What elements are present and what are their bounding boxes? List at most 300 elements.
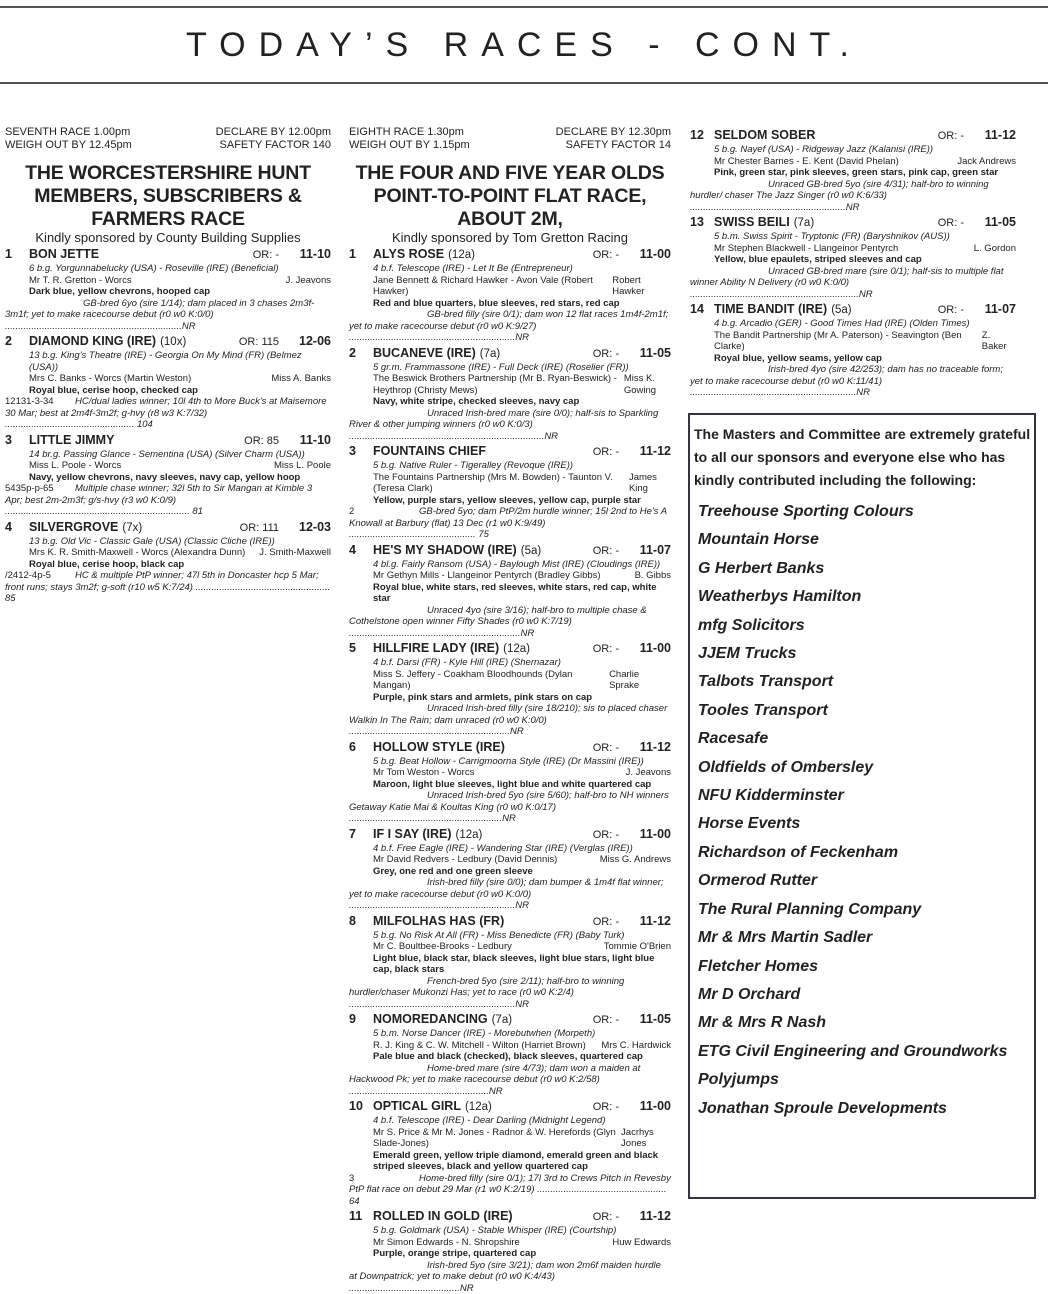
runner-entry xyxy=(349,827,671,912)
allowance-note: (7x) xyxy=(122,521,142,536)
rider: Miss A. Banks xyxy=(271,373,331,385)
race-time: SEVENTH RACE 1.00pm xyxy=(5,126,130,139)
runner-entry xyxy=(349,1099,671,1207)
weight-carried: 11-05 xyxy=(627,1012,671,1027)
runner-number: 4 xyxy=(349,543,373,558)
form-figures: 12131-3-34 xyxy=(5,396,75,408)
pedigree: 5 b.g. Native Ruler - Tigeralley (Revoque (IRE)) xyxy=(349,460,671,472)
sponsor-name: G Herbert Banks xyxy=(694,555,1034,583)
allowance-note: (7a) xyxy=(480,347,500,362)
rider: Miss K. Gowing xyxy=(624,373,671,396)
owner-rider xyxy=(5,460,331,472)
race-title: THE FOUR AND FIVE YEAR OLDS POINT-TO-POINT FLAT RACE, ABOUT 2M, xyxy=(349,162,671,231)
runner-headline xyxy=(5,247,331,263)
sponsors-thanks-box xyxy=(688,413,1036,1199)
rider: Huw Edwards xyxy=(612,1237,671,1249)
racing-colours: Royal blue, yellow seams, yellow cap xyxy=(690,353,1016,365)
comment-text: Unraced 4yo (sire 3/16); half-bro to multiple chase & Cothelstone open winner Fifty Shades (r0 w0 K:7/19) .................................................................NR xyxy=(349,605,647,639)
comment-text: Unraced Irish-bred 5yo (sire 5/60); half-bro to NH winners Getaway Katie Mai & Koultas King (r0 w0 K:0/17) ..........................................................NR xyxy=(349,790,669,824)
rider: Robert Hawker xyxy=(612,275,671,298)
pedigree: 5 b.g. Beat Hollow - Carrigmoorna Style (IRE) (Dr Massini (IRE)) xyxy=(349,756,671,768)
horse-name: TIME BANDIT (IRE) xyxy=(714,302,827,317)
owner: Mr Gethyn Mills - Llangeinor Pentyrch (Bradley Gibbs) xyxy=(373,570,601,582)
form-comment xyxy=(349,703,671,738)
sponsor-name: mfg Solicitors xyxy=(694,612,1034,640)
runner-headline xyxy=(349,1209,671,1225)
rider: Tommie O'Brien xyxy=(604,941,671,953)
horse-name: SWISS BEILI xyxy=(714,215,790,230)
race-header-2 xyxy=(349,139,671,152)
owner-rider xyxy=(349,1040,671,1052)
owner: Mr Stephen Blackwell - Llangeinor Pentyrch xyxy=(714,243,898,255)
owner: Mrs K. R. Smith-Maxwell - Worcs (Alexandra Dunn) xyxy=(29,547,245,559)
owner: Jane Bennett & Richard Hawker - Avon Vale (Robert Hawker) xyxy=(373,275,612,298)
rider: James King xyxy=(629,472,671,495)
horse-name: IF I SAY (IRE) xyxy=(373,827,452,842)
sponsor-name: Racesafe xyxy=(694,725,1034,753)
runner-number: 6 xyxy=(349,740,373,755)
comment-text: Irish-bred 5yo (sire 3/21); dam won 2m6f maiden hurdle at Downpatrick; yet to make debut (r0 w0 K:4/43) ..........................................NR xyxy=(349,1260,661,1294)
official-rating: OR: - xyxy=(938,303,964,318)
sponsor-name: Mr & Mrs R Nash xyxy=(694,1009,1034,1037)
runner-headline xyxy=(349,914,671,930)
weight-carried: 11-00 xyxy=(627,1099,671,1114)
owner-rider xyxy=(349,854,671,866)
sponsor-name: Ormerod Rutter xyxy=(694,867,1034,895)
runner-number: 1 xyxy=(5,247,29,262)
runner-number: 3 xyxy=(5,433,29,448)
comment-text: Home-bred filly (sire 0/1); 17l 3rd to Crews Pitch in Revesby PtP flat race on debut 29 Mar (r1 w0 K:2/19) ................................................. 64 xyxy=(349,1173,671,1207)
weight-carried: 12-06 xyxy=(287,334,331,349)
runner-number: 14 xyxy=(690,302,714,317)
runner-headline xyxy=(349,346,671,362)
racing-colours: Navy, white stripe, checked sleeves, navy cap xyxy=(349,396,671,408)
owner: Mr Chester Barnes - E. Kent (David Phelan) xyxy=(714,156,899,168)
official-rating: OR: - xyxy=(253,248,279,263)
runner-list xyxy=(5,247,331,605)
allowance-note: (5a) xyxy=(521,544,541,559)
comment-text: Multiple chase winner; 32l 5th to Sir Mangan at Kimble 3 Apr; best 2m-2m3f; g/s-hvy (r3 w0 K:0/9) ...................................................................... 81 xyxy=(5,483,312,517)
sponsor-name: Treehouse Sporting Colours xyxy=(694,498,1034,526)
title-rule xyxy=(0,82,1048,84)
sponsor-name: Polyjumps xyxy=(694,1066,1034,1094)
horse-name: SELDOM SOBER xyxy=(714,128,815,143)
form-comment xyxy=(690,179,1016,214)
form-comment xyxy=(690,364,1016,399)
owner-rider xyxy=(349,767,671,779)
horse-name: NOMOREDANCING xyxy=(373,1012,488,1027)
runner-number: 9 xyxy=(349,1012,373,1027)
owner-rider xyxy=(5,547,331,559)
official-rating: OR: - xyxy=(593,642,619,657)
racing-colours: Grey, one red and one green sleeve xyxy=(349,866,671,878)
race-8-continued-column xyxy=(690,126,1016,399)
owner: The Beswick Brothers Partnership (Mr B. Ryan-Beswick) - Heythrop (Christy Mews) xyxy=(373,373,624,396)
horse-name: HILLFIRE LADY (IRE) xyxy=(373,641,499,656)
runner-headline xyxy=(349,740,671,756)
runner-entry xyxy=(349,1012,671,1097)
pedigree: 5 b.g. Goldmark (USA) - Stable Whisper (IRE) (Courtship) xyxy=(349,1225,671,1237)
comment-text: HC/dual ladies winner; 10l 4th to More Buck's at Maisemore 30 Mar; best at 2m4f-3m2f; g-hvy (r8 w3 K:7/32) ................................................. 104 xyxy=(5,396,327,430)
sponsor-name: Weatherbys Hamilton xyxy=(694,583,1034,611)
race-8-column xyxy=(349,126,671,1294)
form-comment xyxy=(5,396,331,431)
race-sponsor: Kindly sponsored by Tom Gretton Racing xyxy=(349,231,671,245)
sponsor-name: Jonathan Sproule Developments xyxy=(694,1095,1034,1123)
pedigree: 4 b.f. Telescope (IRE) - Let It Be (Entrepreneur) xyxy=(349,263,671,275)
horse-name: FOUNTAINS CHIEF xyxy=(373,444,486,459)
horse-name: MILFOLHAS HAS (FR) xyxy=(373,914,504,929)
form-comment xyxy=(349,790,671,825)
runner-headline xyxy=(5,520,331,536)
runner-entry xyxy=(5,433,331,518)
sponsor-name: Horse Events xyxy=(694,810,1034,838)
runner-headline xyxy=(349,543,671,559)
sponsor-name: Talbots Transport xyxy=(694,668,1034,696)
form-comment xyxy=(349,506,671,541)
form-figures: 5435p-p-65 xyxy=(5,483,75,495)
owner-rider xyxy=(349,1127,671,1150)
form-comment xyxy=(349,1173,671,1208)
runner-headline xyxy=(349,641,671,657)
allowance-note: (12a) xyxy=(465,1100,492,1115)
racing-colours: Dark blue, yellow chevrons, hooped cap xyxy=(5,286,331,298)
owner-rider xyxy=(349,941,671,953)
pedigree: 4 bl.g. Fairly Ransom (USA) - Baylough Mist (IRE) (Cloudings (IRE)) xyxy=(349,559,671,571)
allowance-note: (7a) xyxy=(794,216,814,231)
runner-entry xyxy=(690,215,1016,300)
sponsor-name: Richardson of Feckenham xyxy=(694,839,1034,867)
racing-colours: Pink, green star, pink sleeves, green stars, pink cap, green star xyxy=(690,167,1016,179)
pedigree: 5 gr.m. Frammassone (IRE) - Full Deck (IRE) (Roselier (FR)) xyxy=(349,362,671,374)
owner: The Bandit Partnership (Mr A. Paterson) - Seavington (Ben Clarke) xyxy=(714,330,982,353)
race-header-2 xyxy=(5,139,331,152)
racing-colours: Pale blue and black (checked), black sleeves, quartered cap xyxy=(349,1051,671,1063)
runner-list xyxy=(349,247,671,1294)
owner-rider xyxy=(690,243,1016,255)
weight-carried: 11-12 xyxy=(627,740,671,755)
runner-entry xyxy=(5,247,331,332)
rider: Jack Andrews xyxy=(957,156,1016,168)
weigh-out-time: WEIGH OUT BY 1.15pm xyxy=(349,139,470,152)
form-comment xyxy=(5,298,331,333)
pedigree: 5 b.m. Swiss Spirit - Tryptonic (FR) (Baryshnikov (AUS)) xyxy=(690,231,1016,243)
runner-headline xyxy=(5,334,331,350)
sponsor-name: Tooles Transport xyxy=(694,697,1034,725)
allowance-note: (7a) xyxy=(492,1013,512,1028)
weight-carried: 11-00 xyxy=(627,641,671,656)
weight-carried: 11-00 xyxy=(627,827,671,842)
owner-rider xyxy=(349,275,671,298)
rider: Miss G. Andrews xyxy=(600,854,671,866)
owner: Mr David Redvers - Ledbury (David Dennis) xyxy=(373,854,557,866)
top-rule xyxy=(0,6,1048,8)
owner-rider xyxy=(349,1237,671,1249)
form-figures: 2 xyxy=(349,506,419,518)
race-title: THE WORCESTERSHIRE HUNT MEMBERS, SUBSCRIBERS & FARMERS RACE xyxy=(5,162,331,231)
allowance-note: (10x) xyxy=(160,335,186,350)
form-figures: 3 xyxy=(349,1173,419,1185)
owner-rider xyxy=(5,373,331,385)
official-rating: OR: - xyxy=(593,248,619,263)
owner-rider xyxy=(349,472,671,495)
pedigree: 4 b.f. Telescope (IRE) - Dear Darling (Midnight Legend) xyxy=(349,1115,671,1127)
official-rating: OR: - xyxy=(593,915,619,930)
horse-name: DIAMOND KING (IRE) xyxy=(29,334,156,349)
owner: Mrs C. Banks - Worcs (Martin Weston) xyxy=(29,373,191,385)
runner-number: 8 xyxy=(349,914,373,929)
horse-name: BUCANEVE (IRE) xyxy=(373,346,476,361)
runner-entry xyxy=(349,247,671,344)
official-rating: OR: - xyxy=(593,544,619,559)
runner-number: 5 xyxy=(349,641,373,656)
allowance-note: (12a) xyxy=(503,642,530,657)
runner-headline xyxy=(5,433,331,449)
official-rating: OR: - xyxy=(593,828,619,843)
page-title: TODAY’S RACES - CONT. xyxy=(0,26,1048,65)
owner-rider xyxy=(690,330,1016,353)
racing-colours: Navy, yellow chevrons, navy sleeves, navy cap, yellow hoop xyxy=(5,472,331,484)
race-header xyxy=(349,126,671,139)
rider: Jacrhys Jones xyxy=(621,1127,671,1150)
horse-name: ROLLED IN GOLD (IRE) xyxy=(373,1209,513,1224)
runner-entry xyxy=(349,914,671,1011)
runner-headline xyxy=(690,215,1016,231)
thanks-intro: The Masters and Committee are extremely grateful to all our sponsors and everyone else who has kindly contributed including the following: xyxy=(694,423,1034,492)
racing-colours: Yellow, blue epaulets, striped sleeves and cap xyxy=(690,254,1016,266)
comment-text: Home-bred mare (sire 4/73); dam won a maiden at Hackwood Pk; yet to make racecourse debut (r0 w0 K:2/58) .....................................................NR xyxy=(349,1063,640,1097)
rider: Mrs C. Hardwick xyxy=(601,1040,671,1052)
racing-colours: Royal blue, cerise hoop, black cap xyxy=(5,559,331,571)
comment-text: Unraced GB-bred 5yo (sire 4/31); half-bro to winning hurdler/ chaser The Jazz Singer (r0 w0 K:6/33) ...........................................................NR xyxy=(690,179,989,213)
owner-rider xyxy=(349,570,671,582)
runner-entry xyxy=(349,543,671,640)
owner: Mr C. Boultbee-Brooks - Ledbury xyxy=(373,941,512,953)
runner-number: 12 xyxy=(690,128,714,143)
declare-time: DECLARE BY 12.30pm xyxy=(556,126,671,139)
runner-number: 13 xyxy=(690,215,714,230)
comment-text: French-bred 5yo (sire 2/11); half-bro to winning hurdler/chaser Mukonzi Has; yet to race (r0 w0 K:2/4) ...............................................................NR xyxy=(349,976,624,1010)
official-rating: OR: - xyxy=(938,129,964,144)
rider: Z. Baker xyxy=(982,330,1016,353)
racing-colours: Maroon, light blue sleeves, light blue and white quartered cap xyxy=(349,779,671,791)
owner-rider xyxy=(5,275,331,287)
official-rating: OR: 115 xyxy=(239,335,279,350)
racing-colours: Royal blue, cerise hoop, checked cap xyxy=(5,385,331,397)
runner-number: 3 xyxy=(349,444,373,459)
weight-carried: 11-12 xyxy=(627,444,671,459)
allowance-note: (5a) xyxy=(831,303,851,318)
runner-number: 2 xyxy=(349,346,373,361)
comment-text: Irish-bred filly (sire 0/0); dam bumper & 1m4f flat winner; yet to make racecourse debut (r0 w0 K:0/0) ...............................................................NR xyxy=(349,877,664,911)
runner-headline xyxy=(349,1099,671,1115)
runner-entry xyxy=(5,520,331,605)
sponsor-name: Mr & Mrs Martin Sadler xyxy=(694,924,1034,952)
weight-carried: 11-00 xyxy=(627,247,671,262)
weight-carried: 12-03 xyxy=(287,520,331,535)
rider: Charlie Sprake xyxy=(609,669,671,692)
rider: Miss L. Poole xyxy=(274,460,331,472)
weight-carried: 11-07 xyxy=(972,302,1016,317)
runner-entry xyxy=(5,334,331,431)
official-rating: OR: - xyxy=(593,741,619,756)
sponsor-name: JJEM Trucks xyxy=(694,640,1034,668)
runner-entry xyxy=(690,302,1016,399)
owner: R. J. King & C. W. Mitchell - Wilton (Harriet Brown) xyxy=(373,1040,586,1052)
owner-rider xyxy=(349,373,671,396)
rider: L. Gordon xyxy=(974,243,1016,255)
runner-headline xyxy=(690,302,1016,318)
sponsor-list xyxy=(694,498,1034,1123)
comment-text: Irish-bred 4yo (sire 42/253); dam has no traceable form; yet to make racecourse debut (r0 w0 K:11/41) ...............................................................NR xyxy=(690,364,1003,398)
owner: Mr T. R. Gretton - Worcs xyxy=(29,275,132,287)
racing-colours: Royal blue, white stars, red sleeves, white stars, red cap, white star xyxy=(349,582,671,605)
rider: B. Gibbs xyxy=(635,570,671,582)
form-comment xyxy=(349,309,671,344)
weight-carried: 11-12 xyxy=(627,1209,671,1224)
comment-text: HC & multiple PtP winner; 47l 5th in Doncaster hcp 5 Mar; front runs; stays 3m2f; g-soft (r10 w5 K:7/24) ................................................... 85 xyxy=(5,570,330,604)
race-time: EIGHTH RACE 1.30pm xyxy=(349,126,464,139)
racing-colours: Purple, orange stripe, quartered cap xyxy=(349,1248,671,1260)
pedigree: 6 b.g. Yorgunnabelucky (USA) - Roseville (IRE) (Beneficial) xyxy=(5,263,331,275)
comment-text: Unraced GB-bred mare (sire 0/1); half-sis to multiple flat winner Ability N Delivery (r0 w0 K:0/0) ................................................................NR xyxy=(690,266,1003,300)
official-rating: OR: - xyxy=(593,347,619,362)
rider: J. Jeavons xyxy=(626,767,671,779)
official-rating: OR: - xyxy=(593,1100,619,1115)
horse-name: HOLLOW STYLE (IRE) xyxy=(373,740,505,755)
pedigree: 13 b.g. Old Vic - Classic Gale (USA) (Classic Cliche (IRE)) xyxy=(5,536,331,548)
runner-headline xyxy=(349,827,671,843)
sponsor-name: Fletcher Homes xyxy=(694,953,1034,981)
horse-name: BON JETTE xyxy=(29,247,99,262)
racing-colours: Emerald green, yellow triple diamond, emerald green and black striped sleeves, black and yellow quartered cap xyxy=(349,1150,671,1173)
form-comment xyxy=(690,266,1016,301)
horse-name: HE'S MY SHADOW (IRE) xyxy=(373,543,517,558)
runner-entry xyxy=(349,346,671,443)
runner-number: 7 xyxy=(349,827,373,842)
owner: Mr Tom Weston - Worcs xyxy=(373,767,474,779)
race-sponsor: Kindly sponsored by County Building Supplies xyxy=(5,231,331,245)
sponsor-name: ETG Civil Engineering and Groundworks xyxy=(694,1038,1034,1066)
race-header xyxy=(5,126,331,139)
declare-time: DECLARE BY 12.00pm xyxy=(216,126,331,139)
owner: Mr Simon Edwards - N. Shropshire xyxy=(373,1237,520,1249)
form-comment xyxy=(349,1063,671,1098)
runner-entry xyxy=(349,641,671,738)
comment-text: Unraced Irish-bred mare (sire 0/0); half-sis to Sparkling River & other jumping winners (r0 w0 K:0/3) ..........................................................................NR xyxy=(349,408,658,442)
runner-headline xyxy=(690,128,1016,144)
runner-entry xyxy=(690,128,1016,213)
horse-name: ALYS ROSE xyxy=(373,247,444,262)
official-rating: OR: 85 xyxy=(244,434,279,449)
official-rating: OR: 111 xyxy=(240,521,279,536)
runner-headline xyxy=(349,1012,671,1028)
runner-number: 11 xyxy=(349,1209,373,1224)
weight-carried: 11-05 xyxy=(627,346,671,361)
weight-carried: 11-07 xyxy=(627,543,671,558)
form-comment xyxy=(349,605,671,640)
racing-colours: Purple, pink stars and armlets, pink stars on cap xyxy=(349,692,671,704)
racing-colours: Light blue, black star, black sleeves, light blue stars, light blue cap, black stars xyxy=(349,953,671,976)
horse-name: SILVERGROVE xyxy=(29,520,118,535)
owner: The Fountains Partnership (Mrs M. Bowden) - Taunton V. (Teresa Clark) xyxy=(373,472,629,495)
horse-name: LITTLE JIMMY xyxy=(29,433,114,448)
owner-rider xyxy=(349,669,671,692)
official-rating: OR: - xyxy=(593,445,619,460)
comment-text: GB-bred 6yo (sire 1/14); dam placed in 3 chases 2m3f-3m1f; yet to make racecourse debut (r0 w0 K:0/0) ...................................................................NR xyxy=(5,298,314,332)
runner-number: 4 xyxy=(5,520,29,535)
owner: Miss L. Poole - Worcs xyxy=(29,460,121,472)
pedigree: 14 br.g. Passing Glance - Sementina (USA) (Silver Charm (USA)) xyxy=(5,449,331,461)
racing-colours: Yellow, purple stars, yellow sleeves, yellow cap, purple star xyxy=(349,495,671,507)
form-figures: /2412-4p-5 xyxy=(5,570,75,582)
weigh-out-time: WEIGH OUT BY 12.45pm xyxy=(5,139,132,152)
sponsor-name: NFU Kidderminster xyxy=(694,782,1034,810)
comment-text: GB-bred filly (sire 0/1); dam won 12 flat races 1m4f-2m1f; yet to make racecourse debut (r0 w0 K:9/27) ...............................................................NR xyxy=(349,309,668,343)
pedigree: 5 b.g. No Risk At All (FR) - Miss Benedicte (FR) (Baby Turk) xyxy=(349,930,671,942)
official-rating: OR: - xyxy=(938,216,964,231)
form-comment xyxy=(349,1260,671,1294)
pedigree: 5 b.m. Norse Dancer (IRE) - Morebutwhen (Morpeth) xyxy=(349,1028,671,1040)
runner-number: 2 xyxy=(5,334,29,349)
official-rating: OR: - xyxy=(593,1013,619,1028)
sponsor-name: Mr D Orchard xyxy=(694,981,1034,1009)
form-comment xyxy=(5,570,331,605)
runner-headline xyxy=(349,444,671,460)
safety-factor: SAFETY FACTOR 14 xyxy=(566,139,671,152)
form-comment xyxy=(349,408,671,443)
allowance-note: (12a) xyxy=(448,248,475,263)
comment-text: GB-bred 5yo; dam PtP/2m hurdle winner; 15l 2nd to He's A Knowall at Barbury (flat) 13 Dec (r1 w0 K:9/49) ................................................ 75 xyxy=(349,506,667,540)
comment-text: Unraced Irish-bred filly (sire 18/210); sis to placed chaser Walkin In The Rain; dam unraced (r0 w0 K:0/0) .............................................................NR xyxy=(349,703,667,737)
owner: Miss S. Jeffery - Coakham Bloodhounds (Dylan Mangan) xyxy=(373,669,609,692)
runner-entry xyxy=(349,444,671,541)
pedigree: 4 b.f. Free Eagle (IRE) - Wandering Star (IRE) (Verglas (IRE)) xyxy=(349,843,671,855)
runner-entry xyxy=(349,740,671,825)
rider: J. Jeavons xyxy=(286,275,331,287)
form-comment xyxy=(5,483,331,518)
horse-name: OPTICAL GIRL xyxy=(373,1099,461,1114)
weight-carried: 11-05 xyxy=(972,215,1016,230)
weight-carried: 11-12 xyxy=(627,914,671,929)
sponsor-name: Mountain Horse xyxy=(694,526,1034,554)
runner-entry xyxy=(349,1209,671,1294)
race-7-column xyxy=(5,126,331,605)
rider: J. Smith-Maxwell xyxy=(259,547,331,559)
pedigree: 13 b.g. King's Theatre (IRE) - Georgia On My Mind (FR) (Belmez (USA)) xyxy=(5,350,331,373)
runner-headline xyxy=(349,247,671,263)
runner-number: 1 xyxy=(349,247,373,262)
sponsor-name: Oldfields of Ombersley xyxy=(694,754,1034,782)
owner: Mr S. Price & Mr M. Jones - Radnor & W. Herefords (Glyn Slade-Jones) xyxy=(373,1127,621,1150)
sponsor-name: The Rural Planning Company xyxy=(694,896,1034,924)
allowance-note: (12a) xyxy=(456,828,483,843)
form-comment xyxy=(349,877,671,912)
official-rating: OR: - xyxy=(593,1210,619,1225)
pedigree: 5 b.g. Nayef (USA) - Ridgeway Jazz (Kalanisi (IRE)) xyxy=(690,144,1016,156)
runner-list-continued xyxy=(690,128,1016,399)
owner-rider xyxy=(690,156,1016,168)
weight-carried: 11-10 xyxy=(287,433,331,448)
racing-colours: Red and blue quarters, blue sleeves, red stars, red cap xyxy=(349,298,671,310)
pedigree: 4 b.g. Arcadio (GER) - Good Times Had (IRE) (Olden Times) xyxy=(690,318,1016,330)
weight-carried: 11-10 xyxy=(287,247,331,262)
runner-number: 10 xyxy=(349,1099,373,1114)
safety-factor: SAFETY FACTOR 140 xyxy=(220,139,331,152)
weight-carried: 11-12 xyxy=(972,128,1016,143)
form-comment xyxy=(349,976,671,1011)
pedigree: 4 b.f. Darsi (FR) - Kyle Hill (IRE) (Shernazar) xyxy=(349,657,671,669)
